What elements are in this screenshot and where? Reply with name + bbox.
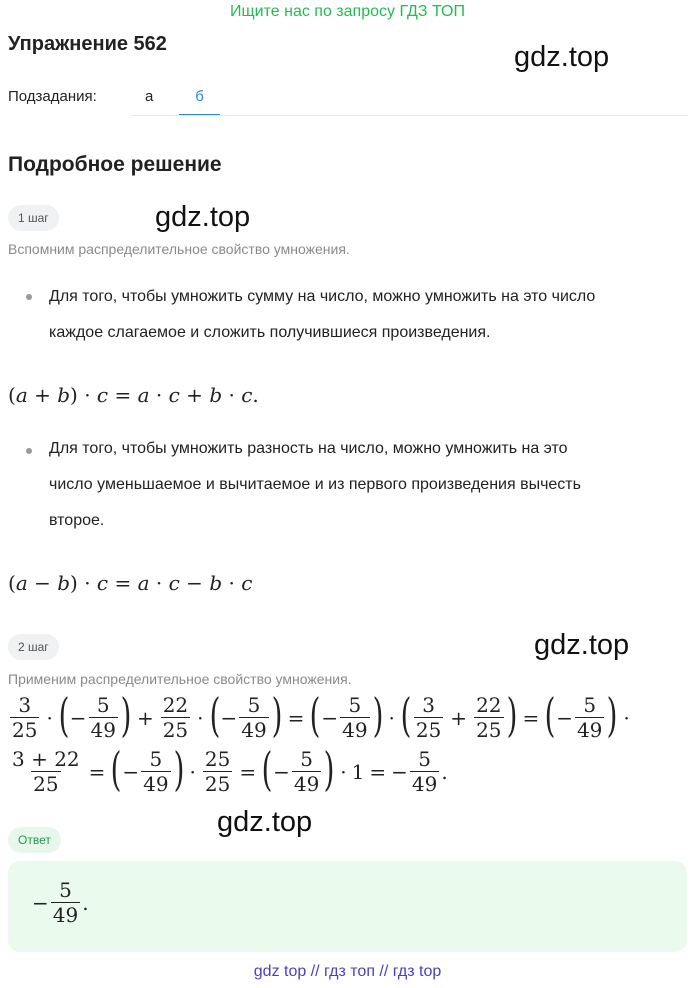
rule-difference-line-3: второе.	[49, 512, 105, 529]
rule-sum-line-2: каждое слагаемое и сложить получившиеся произведения.	[49, 324, 491, 341]
solution-line-1: $\frac{3}{25}$ · ( − $\frac{5}{49}$ ) + $\frac{22}{25}$ · ( − $\frac{5}{49}$ ) = ( − $\frac{5}{49}$ ) · ( $\frac{3}{25}$ + $\frac{22}{25}$ ) = ( − $\frac{5}{49}$ ) ·	[12, 687, 630, 742]
formula-difference: (a − b) · c = a · c − b · c	[8, 571, 253, 595]
step-2-hint: Применим распределительное свойство умножения.	[8, 671, 352, 687]
rule-sum-line-1: Для того, чтобы умножить сумму на число, можно умножить на это число	[49, 288, 596, 305]
bullet-dot	[26, 448, 32, 454]
section-title: Подробное решение	[8, 153, 222, 176]
watermark: gdz.top	[534, 629, 630, 661]
subtasks-label: Подзадания:	[8, 88, 97, 105]
answer-value: − $\frac{5}{49}$ .	[32, 878, 89, 927]
tab-subtask-a[interactable]: а	[145, 88, 154, 105]
watermark: gdz.top	[217, 806, 313, 838]
rule-difference-line-2: число уменьшаемое и вычитаемое и из первого произведения вычесть	[49, 476, 581, 493]
tab-subtask-b[interactable]: б	[179, 88, 220, 116]
answer-box	[8, 861, 687, 952]
page-title: Упражнение 562	[8, 33, 167, 55]
answer-badge: Ответ	[8, 827, 61, 853]
footer-links[interactable]: gdz top // гдз топ // гдз top	[253, 963, 442, 980]
formula-sum: (a + b) · c = a · c + b · c.	[8, 383, 259, 407]
solution-line-2: $\frac{3 + 22}{25}$ = ( − $\frac{5}{49}$ ) · $\frac{25}{25}$ = ( − $\frac{5}{49}$ ) · 1 = − $\frac{5}{49}$ .	[12, 741, 448, 796]
bullet-dot	[26, 294, 32, 300]
step-1-hint: Вспомним распределительное свойство умножения.	[8, 241, 350, 257]
rule-sum-text	[49, 279, 689, 351]
watermark: gdz.top	[514, 41, 610, 73]
rule-difference-line-1: Для того, чтобы умножить разность на число, можно умножить на это	[49, 440, 568, 457]
step-1-badge: 1 шаг	[8, 205, 59, 231]
rule-difference-text	[49, 431, 689, 539]
tabs-divider	[130, 115, 687, 116]
step-2-badge: 2 шаг	[8, 634, 59, 660]
search-banner[interactable]: Ищите нас по запросу ГДЗ ТОП	[230, 3, 465, 20]
watermark: gdz.top	[155, 201, 251, 233]
